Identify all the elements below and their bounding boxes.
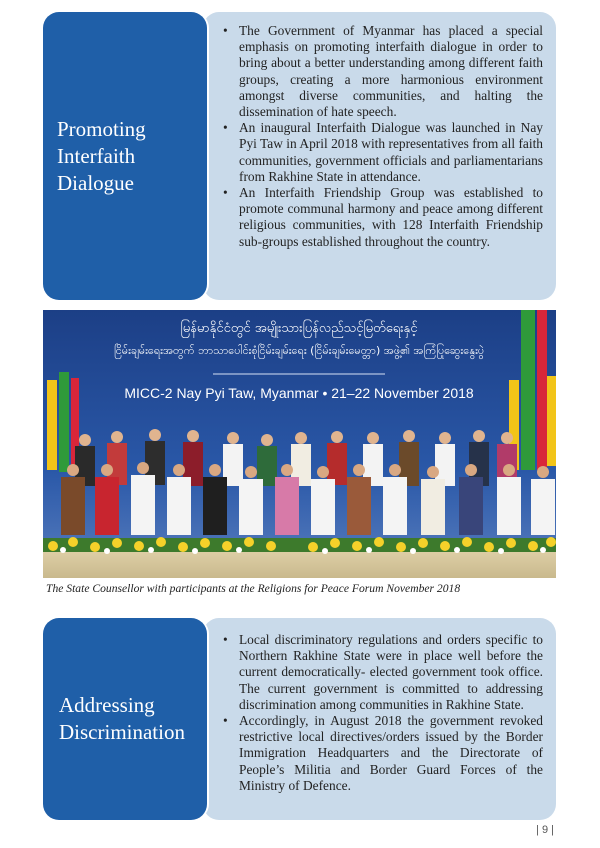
list-item: • An Interfaith Friendship Group was established to promote communal harmony and peace among different religious communities, with 128 Interfaith Friendship sub-groups established throughout the country. — [223, 185, 543, 249]
bullet-icon: • — [223, 120, 228, 136]
interfaith-title: Promoting Interfaith Dialogue — [57, 116, 146, 195]
flower-arrangement — [43, 537, 556, 554]
banner-myanmar-line1: မြန်မာနိုင်ငံတွင် အမျိုးသားပြန်လည်သင့်မြတ်ရေးနှင့် — [180, 321, 418, 336]
banner-english: MICC-2 Nay Pyi Taw, Myanmar • 21–22 November 2018 — [124, 385, 474, 401]
banner-myanmar-line2: ငြိမ်းချမ်းရေးအတွက် ဘာသာပေါင်းစုံငြိမ်းချမ်းရေး (ငြိမ်းချမ်းမေတ္တာ) အဖွဲ့၏ အကြံပြုဆွေးနွေးပွဲ — [113, 344, 485, 357]
bullet-icon: • — [223, 23, 228, 38]
flags-left — [47, 372, 79, 472]
photo-caption: The State Counsellor with participants at the Religions for Peace Forum November 2018 — [46, 582, 461, 595]
list-item: • Local discriminatory regulations and orders specific to Northern Rakhine State were in place well before the current democratically- elected government took office. The current government is committed to addressing discrimination among communities in Rakhine State. — [223, 632, 543, 712]
list-item: • The Government of Myanmar has placed a special emphasis on promoting interfaith dialogue in order to bring about a better understanding among different faith groups, creating a more harmonious environment amongst diverse communities, and halting the dissemination of hate speech. — [223, 23, 543, 120]
discrimination-title: Addressing Discrimination — [59, 693, 185, 744]
interfaith-bullet-list — [225, 23, 543, 250]
bullet-icon: • — [223, 185, 228, 201]
discrimination-section — [43, 618, 556, 820]
list-item: • An inaugural Interfaith Dialogue was launched in Nay Pyi Taw in April 2018 with representatives from all faith communities, government officials and parliamentarians from Rakhine State in attendance. — [223, 120, 543, 184]
discrimination-bullet-list — [225, 632, 543, 794]
bullet-icon: • — [223, 632, 228, 647]
discrimination-title-card — [43, 618, 207, 820]
forum-group-photo — [43, 310, 556, 578]
list-item: • Accordingly, in August 2018 the government revoked restrictive local directives/orders issued by the Border Immigration Headquarters and the Directorate of People’s Militia and Border Guard Forces of the Ministry of Defence. — [223, 713, 543, 793]
interfaith-title-card — [43, 12, 207, 300]
interfaith-section — [43, 12, 556, 300]
page-number: | 9 | — [536, 824, 554, 836]
bullet-icon: • — [223, 713, 228, 729]
